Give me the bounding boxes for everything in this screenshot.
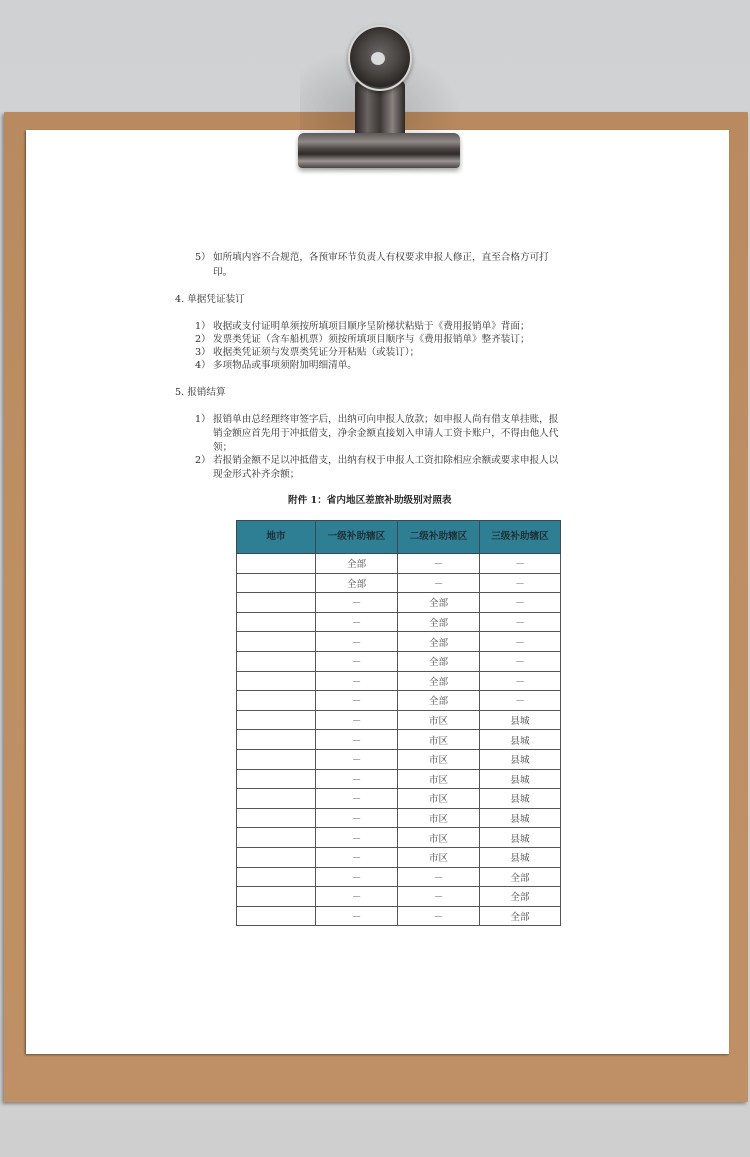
cell-city (237, 691, 316, 711)
cell-level-1: － (316, 710, 398, 730)
cell-level-1: － (316, 789, 398, 809)
table-caption: 附件 1：省内地区差旅补助级别对照表 (288, 495, 452, 506)
cell-city (237, 651, 316, 671)
cell-level-2: 市区 (398, 808, 480, 828)
table-row (237, 906, 561, 926)
binder-clip-hole (371, 52, 385, 65)
table-row (237, 828, 561, 848)
cell-level-3: － (480, 554, 561, 574)
cell-level-3: － (480, 573, 561, 593)
table-header-row (237, 521, 561, 554)
cell-level-1: － (316, 730, 398, 750)
cell-level-2: － (398, 554, 480, 574)
cell-city (237, 749, 316, 769)
cell-level-2: 市区 (398, 769, 480, 789)
cell-level-1: － (316, 847, 398, 867)
binder-clip-base (298, 133, 460, 168)
cell-city (237, 808, 316, 828)
cell-level-2: 全部 (398, 593, 480, 613)
cell-level-2: 市区 (398, 749, 480, 769)
cell-level-2: 全部 (398, 671, 480, 691)
table-body (237, 554, 561, 926)
header-level-1: 一级补助辖区 (316, 521, 398, 554)
table-row (237, 847, 561, 867)
cell-level-3: － (480, 651, 561, 671)
cell-level-1: － (316, 769, 398, 789)
cell-city (237, 906, 316, 926)
paragraph-line: 领； (213, 442, 233, 453)
table-row (237, 789, 561, 809)
cell-level-2: 市区 (398, 730, 480, 750)
cell-level-2: － (398, 887, 480, 907)
cell-level-3: 县城 (480, 828, 561, 848)
table-row (237, 710, 561, 730)
table-row (237, 651, 561, 671)
cell-level-2: 全部 (398, 691, 480, 711)
item-number: 4） (195, 360, 211, 371)
item-number: 2） (195, 455, 211, 466)
cell-level-3: 县城 (480, 808, 561, 828)
table-row (237, 691, 561, 711)
paragraph-line: 若报销金额不足以冲抵借支，出纳有权于申报人工资扣除相应余额或要求申报人以 (213, 455, 559, 466)
cell-level-3: 县城 (480, 710, 561, 730)
section-heading: 4. 单据凭证装订 (175, 294, 245, 305)
cell-city (237, 593, 316, 613)
cell-level-1: 全部 (316, 554, 398, 574)
item-number: 3） (195, 347, 211, 358)
cell-city (237, 769, 316, 789)
table-row (237, 632, 561, 652)
list-item: 多项物品或事项须附加明细清单。 (213, 360, 357, 371)
cell-level-3: 县城 (480, 769, 561, 789)
cell-level-1: － (316, 671, 398, 691)
cell-level-2: － (398, 906, 480, 926)
cell-city (237, 573, 316, 593)
table-row (237, 573, 561, 593)
cell-level-1: － (316, 612, 398, 632)
cell-level-1: 全部 (316, 573, 398, 593)
table-row (237, 554, 561, 574)
cell-level-1: － (316, 651, 398, 671)
table-row (237, 769, 561, 789)
cell-level-3: － (480, 593, 561, 613)
item-number: 5） (195, 252, 211, 263)
paragraph-line: 印。 (213, 267, 233, 278)
cell-level-1: － (316, 887, 398, 907)
cell-level-1: － (316, 691, 398, 711)
table-row (237, 593, 561, 613)
section-heading: 5. 报销结算 (175, 387, 226, 398)
cell-level-2: 市区 (398, 828, 480, 848)
cell-city (237, 632, 316, 652)
cell-level-1: － (316, 828, 398, 848)
cell-level-2: 全部 (398, 632, 480, 652)
cell-level-1: － (316, 593, 398, 613)
cell-level-3: － (480, 612, 561, 632)
cell-level-2: 全部 (398, 612, 480, 632)
cell-city (237, 671, 316, 691)
cell-level-3: 县城 (480, 749, 561, 769)
cell-level-1: － (316, 632, 398, 652)
paragraph-line: 如所填内容不合规范，各预审环节负责人有权要求申报人修正，直至合格方可打 (213, 252, 549, 263)
table-row (237, 867, 561, 887)
cell-level-3: 全部 (480, 867, 561, 887)
header-city: 地市 (237, 521, 316, 554)
cell-level-3: 全部 (480, 887, 561, 907)
table-row (237, 671, 561, 691)
cell-level-2: － (398, 867, 480, 887)
cell-city (237, 612, 316, 632)
cell-level-3: － (480, 671, 561, 691)
cell-level-2: 全部 (398, 651, 480, 671)
paragraph-line: 报销单由总经理终审签字后，出纳可向申报人放款；如申报人尚有借支单挂账，报 (213, 414, 559, 425)
item-number: 1） (195, 414, 211, 425)
item-number: 1） (195, 321, 211, 332)
cell-level-3: － (480, 691, 561, 711)
cell-level-3: 县城 (480, 847, 561, 867)
cell-level-1: － (316, 808, 398, 828)
cell-city (237, 730, 316, 750)
cell-level-3: 县城 (480, 730, 561, 750)
paragraph-line: 现金形式补齐余额； (213, 469, 300, 480)
cell-city (237, 847, 316, 867)
header-level-2: 二级补助辖区 (398, 521, 480, 554)
cell-city (237, 710, 316, 730)
cell-city (237, 887, 316, 907)
cell-level-1: － (316, 749, 398, 769)
cell-city (237, 789, 316, 809)
list-item: 收据或支付证明单须按所填项目顺序呈阶梯状粘贴于《费用报销单》背面； (213, 321, 530, 332)
table-row (237, 749, 561, 769)
cell-level-1: － (316, 867, 398, 887)
cell-city (237, 828, 316, 848)
cell-level-2: 市区 (398, 710, 480, 730)
cell-city (237, 554, 316, 574)
list-item: 收据类凭证须与发票类凭证分开粘贴（或装订）； (213, 347, 420, 358)
table-row (237, 612, 561, 632)
cell-level-2: 市区 (398, 847, 480, 867)
list-item: 发票类凭证（含车船机票）须按所填项目顺序与《费用报销单》整齐装订； (213, 334, 530, 345)
cell-level-1: － (316, 906, 398, 926)
allowance-level-table (236, 520, 561, 926)
table-row (237, 730, 561, 750)
table-row (237, 887, 561, 907)
cell-level-3: － (480, 632, 561, 652)
cell-level-2: － (398, 573, 480, 593)
cell-city (237, 867, 316, 887)
item-number: 2） (195, 334, 211, 345)
table-row (237, 808, 561, 828)
cell-level-3: 全部 (480, 906, 561, 926)
cell-level-2: 市区 (398, 789, 480, 809)
header-level-3: 三级补助辖区 (480, 521, 561, 554)
cell-level-3: 县城 (480, 789, 561, 809)
paragraph-line: 销金额应首先用于冲抵借支，净余金额直接划入申请人工资卡账户，不得由他人代 (213, 428, 559, 439)
